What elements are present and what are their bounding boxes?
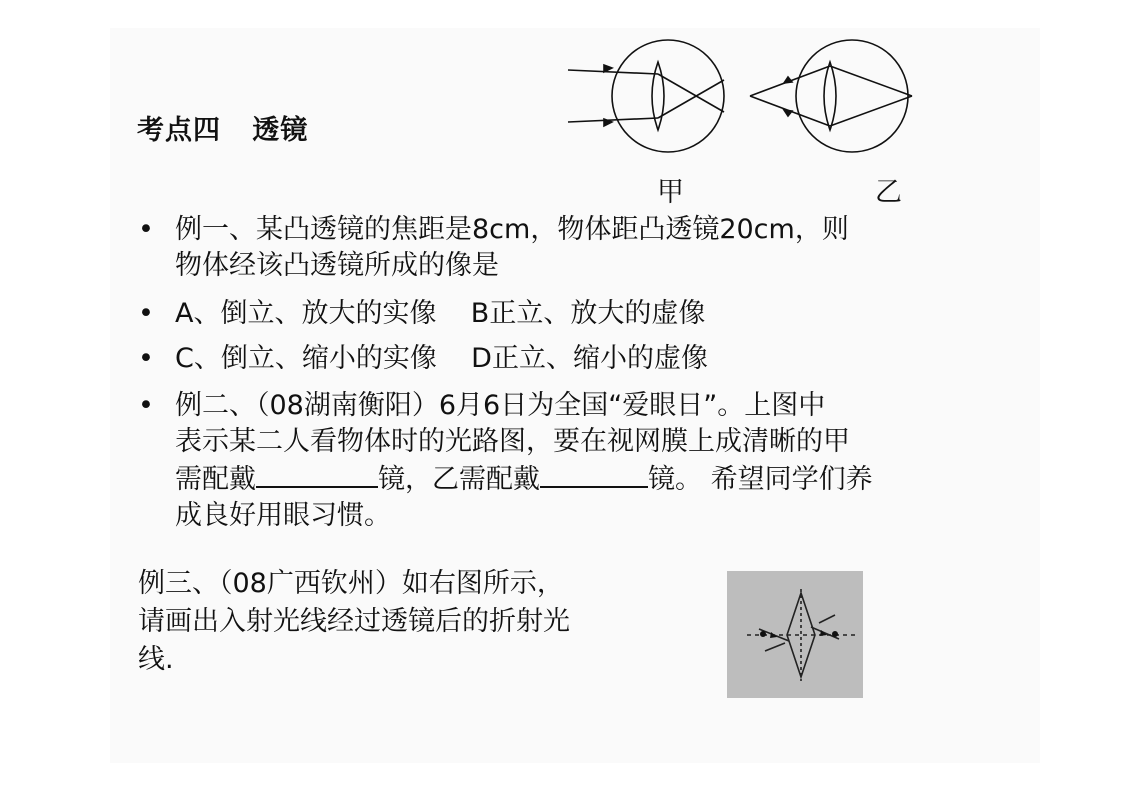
lens-yi <box>824 62 836 130</box>
example-1 <box>138 212 998 284</box>
eye-diagram-yi <box>750 40 912 152</box>
example-2-line-3-part-b: 镜，乙需配戴 <box>378 464 540 495</box>
options-c-d-text: C、倒立、缩小的实像 D正立、缩小的虚像 <box>175 343 708 374</box>
example-1-line-1: 例一、某凸透镜的焦距是8cm，物体距凸透镜20cm，则 <box>175 214 849 245</box>
section-title: 考点四 透镜 <box>137 115 309 146</box>
focal-point-left <box>760 631 766 637</box>
example-3-line-3: 线. <box>138 644 174 675</box>
bullet-dot: • <box>138 343 154 374</box>
bullet-dot: • <box>138 214 154 245</box>
options-a-b-text: A、倒立、放大的实像 B正立、放大的虚像 <box>175 298 706 329</box>
example-2-line-4: 成良好用眼习惯。 <box>175 500 391 531</box>
example-3 <box>138 565 678 679</box>
example-2-line-3-part-c: 镜。 希望同学们养 <box>648 464 873 495</box>
lens-outline <box>787 593 815 677</box>
answer-blank-jia[interactable] <box>256 460 378 488</box>
example-3-line-2: 请画出入射光线经过透镜后的折射光 <box>138 606 570 637</box>
example-2-line-3 <box>175 460 1005 498</box>
eyeball-jia <box>612 40 724 152</box>
lens-diagram-image <box>727 571 863 698</box>
example-2-line-2: 表示某二人看物体时的光路图，要在视网膜上成清晰的甲 <box>175 426 850 457</box>
concave-lens-diagram <box>727 571 863 698</box>
example-3-line-1: 例三、（08广西钦州）如右图所示， <box>138 568 564 599</box>
eyeball-yi <box>796 40 908 152</box>
bullet-dot: • <box>138 390 154 421</box>
lens-jia <box>652 62 664 130</box>
focal-point-right <box>832 631 838 637</box>
example-2-line-1: 例二、（08湖南衡阳）6月6日为全国“爱眼日”。上图中 <box>175 390 826 421</box>
figure-label-jia: 甲 <box>657 177 684 208</box>
eye-diagram-jia <box>568 40 724 152</box>
options-c-d <box>138 341 998 377</box>
answer-blank-yi[interactable] <box>540 460 648 488</box>
options-a-b <box>138 296 998 332</box>
example-2 <box>138 388 998 534</box>
figure-label-yi: 乙 <box>875 177 902 208</box>
example-2-line-3-part-a: 需配戴 <box>175 464 256 495</box>
eye-light-path-figure <box>560 32 930 167</box>
example-1-line-2: 物体经该凸透镜所成的像是 <box>175 250 499 281</box>
bullet-dot: • <box>138 298 154 329</box>
